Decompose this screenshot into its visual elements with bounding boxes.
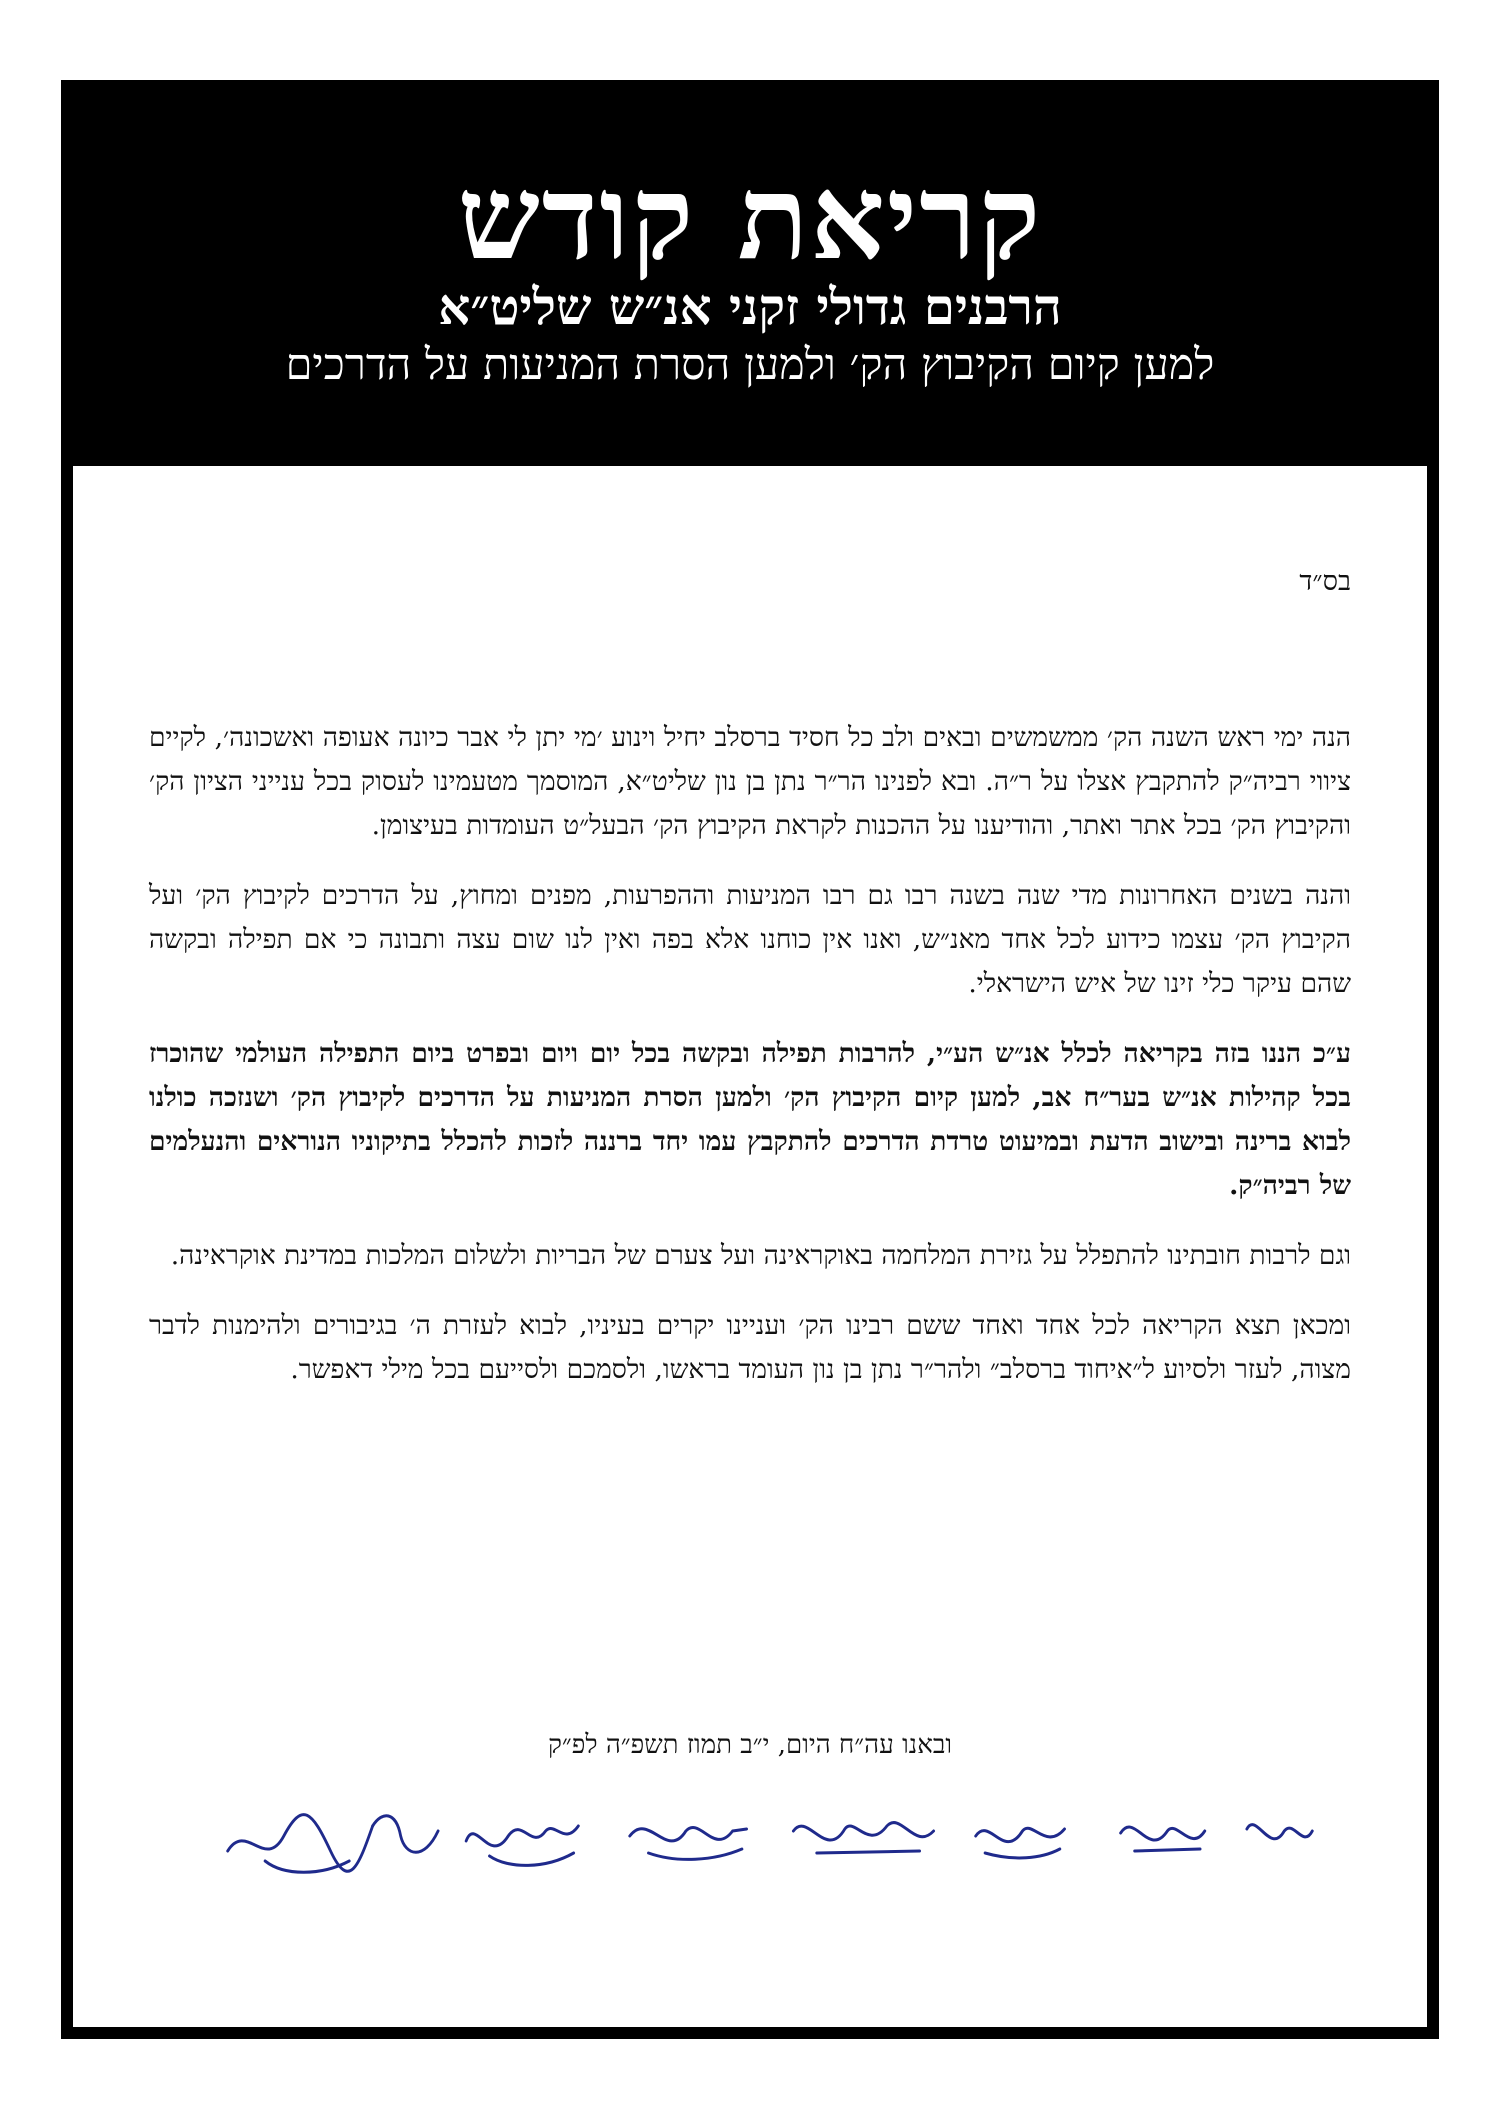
signature-4 xyxy=(793,1823,933,1840)
document-purpose: למען קיום הקיבוץ הק׳ ולמען הסרת המניעות על הדרכים xyxy=(285,340,1215,390)
signature-2 xyxy=(466,1826,578,1846)
paragraph-2: והנה בשנים האחרונות מדי שנה בשנה רבו גם רבו המניעות וההפרעות, מפנים ומחוץ, על הדרכים לקיבוץ הק׳ ועל הקיבוץ הק׳ עצמו כידוע לכל אחד מאנ״ש, ואנו אין כוחנו אלא בפה ואין לנו שום עצה ותבונה כי אם תפילה ובקשה שהם עיקר כלי זינו של איש הישראלי. xyxy=(149,880,1351,999)
signatures xyxy=(209,1781,1331,1891)
signature-5 xyxy=(976,1828,1065,1841)
signature-3 xyxy=(630,1828,747,1841)
paragraph-5: ומכאן תצא הקריאה לכל אחד ואחד ששם רבינו הק׳ ועניינו יקרים בעיניו, לבוא לעזרת ה׳ בגיבורים ולהימנות לדבר מצוה, לעזר ולסיוע ל״איחוד ברסלב״ ולהר״ר נתן בן נון העומד בראשו, ולסמכם ולסייעם בכל מילי דאפשר. xyxy=(149,1310,1351,1385)
signature-1 xyxy=(228,1815,373,1873)
document-frame xyxy=(61,80,1439,2039)
paragraph-3: ע״כ הננו בזה בקריאה לכלל אנ״ש הע״י, להרבות תפילה ובקשה בכל יום ויום ובפרט ביום התפילה העולמי שהוכרז בכל קהילות אנ״ש בער״ח אב, למען קיום הקיבוץ הק׳ ולמען הסרת המניעות על הדרכים לקיבוץ הק׳ ושנזכה כולנו לבוא ברינה ובישוב הדעת ובמיעוט טרדת הדרכים להתקבץ עמו יחד ברננה לזכות להכלל בתיקוניו הנוראים והנעלמים של רביה״ק. xyxy=(149,1038,1351,1201)
handwritten-signatures xyxy=(209,1781,1331,1891)
paragraphs xyxy=(149,716,1351,1418)
document-title: קריאת קודש xyxy=(457,150,1043,286)
paragraph-4: וגם לרבות חובתינו להתפלל על גזירת המלחמה באוקראינה ועל צערם של הבריות ולשלום המלכות במדינת אוקראינה. xyxy=(170,1240,1351,1271)
header-banner xyxy=(73,92,1427,466)
document-body xyxy=(149,466,1351,2027)
paragraph-1: הנה ימי ראש השנה הק׳ ממשמשים ובאים ולב כל חסיד ברסלב יחיל וינוע ׳מי יתן לי אבר כיונה אעופה ואשכונה׳, לקיים ציווי רביה״ק להתקבץ אצלו על ר״ה. ובא לפנינו הר״ר נתן בן נון שליט״א, המוסמך מטעמינו לעסוק בכל ענייני הציון הק׳ והקיבוץ הק׳ בכל אתר ואתר, והודיענו על ההכנות לקראת הקיבוץ הק׳ הבעל״ט העומדות בעיצומן. xyxy=(149,722,1351,841)
document-subtitle: הרבנים גדולי זקני אנ״ש שליט״א xyxy=(438,277,1062,336)
signature-6 xyxy=(1121,1827,1205,1840)
bsd-mark: בס״ד xyxy=(1299,566,1351,597)
signature-7 xyxy=(1247,1825,1312,1839)
date-line: ובאנו עה״ח היום, י״ב תמוז תשפ״ה לפ״ק xyxy=(547,1730,952,1760)
